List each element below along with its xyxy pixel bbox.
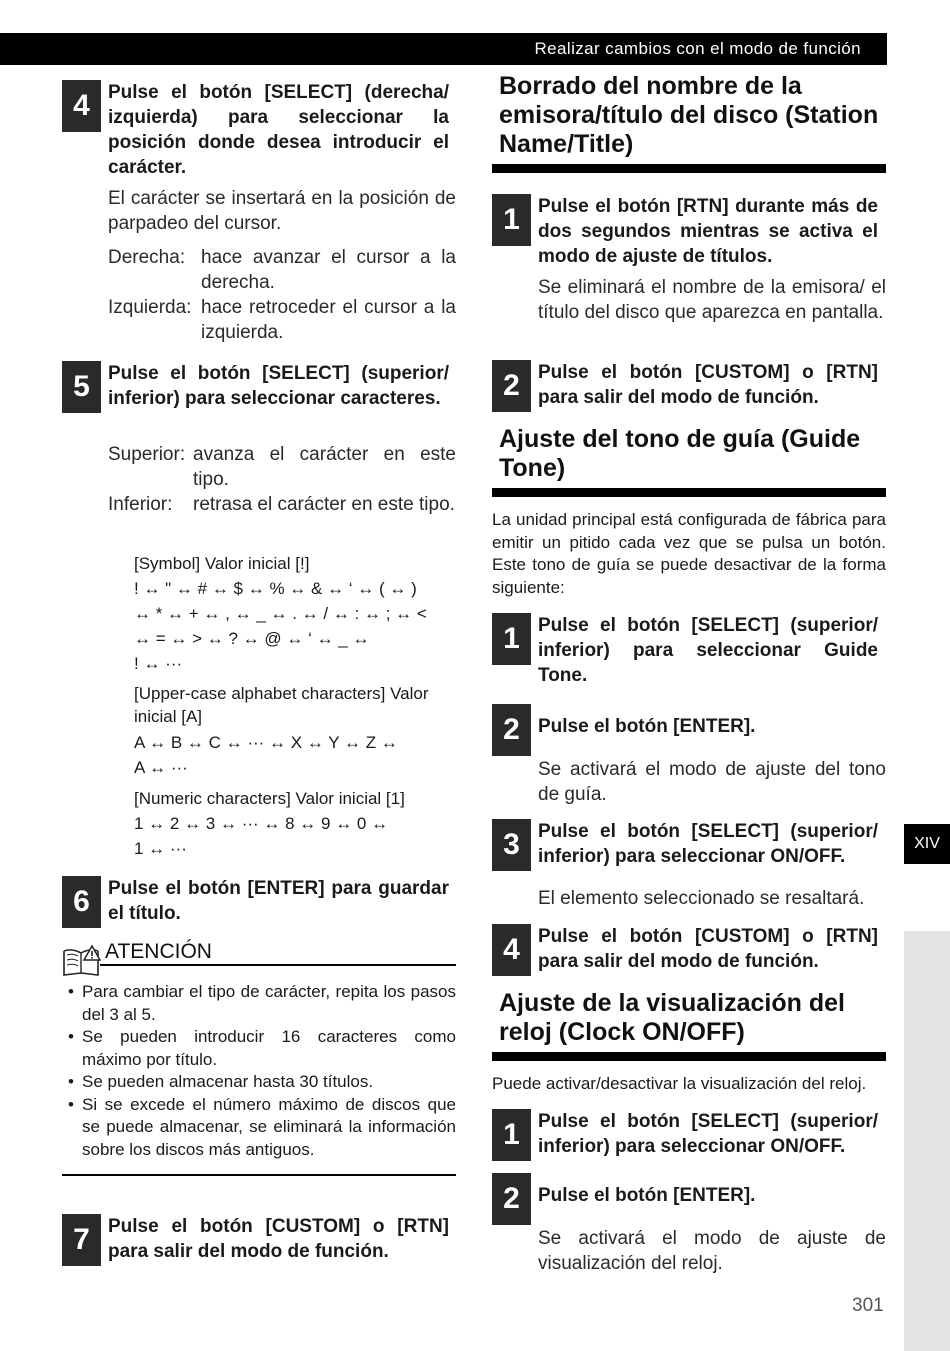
definition-term: Superior:: [108, 444, 186, 465]
numeric-charset: [134, 786, 456, 861]
step-instruction: Pulse el botón [ENTER] para guardar el título.: [108, 878, 449, 924]
step-number: 4: [492, 924, 531, 976]
guide-tone-intro: La unidad principal está configurada de fábrica para emitir un pitido cada vez que se pulsa un botón. Este tono de guía se puede desactivar de la forma siguiente:: [492, 510, 886, 597]
charset-line: ! ↔ " ↔ # ↔ $ ↔ % ↔ & ↔ ‘ ↔ ( ↔ ): [134, 579, 417, 598]
step-instruction: Pulse el botón [CUSTOM] o [RTN] para salir del modo de función.: [538, 926, 878, 972]
step-number: 2: [492, 1173, 531, 1225]
step-instruction: Pulse el botón [ENTER].: [538, 716, 756, 737]
bullet-item: • Si se excede el número máximo de discos que se puede almacenar, se eliminará la información sobre los discos más antiguos.: [68, 1094, 456, 1162]
charset-line: 1 ↔ 2 ↔ 3 ↔ ··· ↔ 8 ↔ 9 ↔ 0 ↔: [134, 814, 389, 833]
station-step-1: [492, 194, 878, 269]
definition-row: [108, 492, 456, 517]
charset-line: ! ↔ ···: [134, 654, 183, 673]
step-number: 1: [492, 194, 531, 246]
step-number: 1: [492, 1109, 531, 1161]
charset-heading: [Symbol] Valor inicial [!]: [134, 554, 310, 573]
header-bar: [0, 33, 887, 65]
section-title-station-name: Borrado del nombre de la emisora/título del disco (Station Name/Title): [499, 72, 879, 158]
step-instruction: Pulse el botón [SELECT] (superior/ inferior) para seleccionar ON/OFF.: [538, 1111, 878, 1157]
chapter-tab[interactable]: XIV: [904, 824, 950, 864]
side-margin-strip: [904, 931, 950, 1351]
step-4-description: El carácter se insertará en la posición de parpadeo del cursor.: [108, 188, 456, 234]
step-4-definitions: [108, 245, 456, 345]
clock-step-2-description: Se activará el modo de ajuste de visualización del reloj.: [538, 1228, 886, 1274]
attention-bullets: [68, 981, 456, 1161]
section-rule: [492, 488, 886, 497]
uppercase-charset-lines: [134, 730, 456, 780]
step-instruction: Pulse el botón [RTN] durante más de dos segundos mientras se activa el modo de ajuste de títulos.: [538, 196, 878, 267]
definition-text: retrasa el carácter en este tipo.: [193, 494, 455, 515]
definition-row: [108, 442, 456, 492]
clock-step-2: [492, 1173, 878, 1225]
step-instruction: Pulse el botón [CUSTOM] o [RTN] para salir del modo de función.: [538, 362, 878, 408]
step-instruction: Pulse el botón [SELECT] (superior/ inferior) para seleccionar caracteres.: [108, 363, 449, 409]
station-step-1-description: Se eliminará el nombre de la emisora/ el título del disco que aparezca en pantalla.: [538, 277, 886, 323]
step-number: 4: [62, 80, 101, 132]
step-4: [62, 80, 449, 180]
section-title-guide-tone: Ajuste del tono de guía (Guide Tone): [499, 425, 861, 482]
book-warning-icon: [62, 943, 102, 977]
step-number: 3: [492, 819, 531, 871]
definition-row: [108, 245, 456, 295]
bullet-item: • Se pueden introducir 16 caracteres como máximo por título.: [68, 1026, 456, 1071]
station-step-2: [492, 360, 878, 412]
step-number: 2: [492, 360, 531, 412]
charset-line: ↔ = ↔ > ↔ ? ↔ @ ↔ ‘ ↔ _ ↔: [134, 629, 370, 648]
clock-intro: Puede activar/desactivar la visualización del reloj.: [492, 1074, 867, 1093]
charset-line: ↔ * ↔ + ↔ , ↔ _ ↔ . ↔ / ↔ : ↔ ; ↔ <: [134, 604, 427, 623]
step-6: [62, 876, 449, 928]
uppercase-charset: [134, 682, 456, 728]
bullet-text: Si se excede el número máximo de discos que se puede almacenar, se eliminará la información sobre los discos más antiguos.: [82, 1094, 456, 1159]
step-instruction: Pulse el botón [CUSTOM] o [RTN] para salir del modo de función.: [108, 1216, 449, 1262]
section-rule: [492, 164, 886, 173]
header-title: Realizar cambios con el modo de función: [534, 39, 861, 58]
guide-step-4: [492, 924, 878, 976]
step-instruction: Pulse el botón [SELECT] (superior/ inferior) para seleccionar Guide Tone.: [538, 615, 878, 686]
clock-step-1: [492, 1109, 878, 1161]
step-5-definitions: [108, 442, 456, 517]
definition-text: avanza el carácter en este tipo.: [193, 444, 456, 490]
definition-text: hace avanzar el cursor a la derecha.: [201, 247, 456, 293]
section-title-clock: Ajuste de la visualización del reloj (Clock ON/OFF): [499, 989, 845, 1046]
charset-line: A ↔ B ↔ C ↔ ··· ↔ X ↔ Y ↔ Z ↔: [134, 733, 398, 752]
bullet-text: Para cambiar el tipo de carácter, repita los pasos del 3 al 5.: [82, 982, 456, 1024]
charset-line: 1 ↔ ···: [134, 839, 187, 858]
definition-term: Izquierda:: [108, 297, 192, 318]
attention-title: ATENCIÓN: [105, 940, 212, 963]
guide-step-3-description: El elemento seleccionado se resaltará.: [538, 888, 865, 909]
step-5: [62, 361, 449, 413]
definition-text: hace retroceder el cursor a la izquierda.: [201, 297, 456, 343]
symbol-charset: [134, 551, 456, 676]
guide-step-1: [492, 613, 878, 688]
guide-step-2: [492, 704, 878, 756]
definition-row: [108, 295, 456, 345]
step-instruction: Pulse el botón [SELECT] (derecha/ izquierda) para seleccionar la posición donde desea introducir el carácter.: [108, 82, 449, 178]
charset-heading: [Numeric characters] Valor inicial [1]: [134, 789, 405, 808]
bullet-text: Se pueden introducir 16 caracteres como máximo por título.: [82, 1027, 456, 1069]
page-number: 301: [852, 1295, 884, 1316]
guide-step-3: [492, 819, 878, 871]
bullet-item: • Para cambiar el tipo de carácter, repita los pasos del 3 al 5.: [68, 981, 456, 1026]
step-number: 6: [62, 876, 101, 928]
definition-term: Inferior:: [108, 494, 173, 515]
bullet-item: • Se pueden almacenar hasta 30 títulos.: [68, 1071, 456, 1094]
charset-heading: [Upper-case alphabet characters] Valor inicial [A]: [134, 684, 429, 726]
step-number: 1: [492, 613, 531, 665]
attention-rule: [100, 964, 456, 966]
step-instruction: Pulse el botón [SELECT] (superior/ inferior) para seleccionar ON/OFF.: [538, 821, 878, 867]
step-number: 2: [492, 704, 531, 756]
guide-step-2-description: Se activará el modo de ajuste del tono de guía.: [538, 759, 886, 805]
charset-line: A ↔ ···: [134, 758, 188, 777]
definition-term: Derecha:: [108, 247, 186, 268]
bullet-text: Se pueden almacenar hasta 30 títulos.: [82, 1072, 374, 1091]
step-number: 5: [62, 361, 101, 413]
step-number: 7: [62, 1214, 101, 1266]
section-rule: [492, 1052, 886, 1061]
step-instruction: Pulse el botón [ENTER].: [538, 1185, 756, 1206]
attention-bottom-rule: [62, 1174, 456, 1176]
step-7: [62, 1214, 449, 1266]
